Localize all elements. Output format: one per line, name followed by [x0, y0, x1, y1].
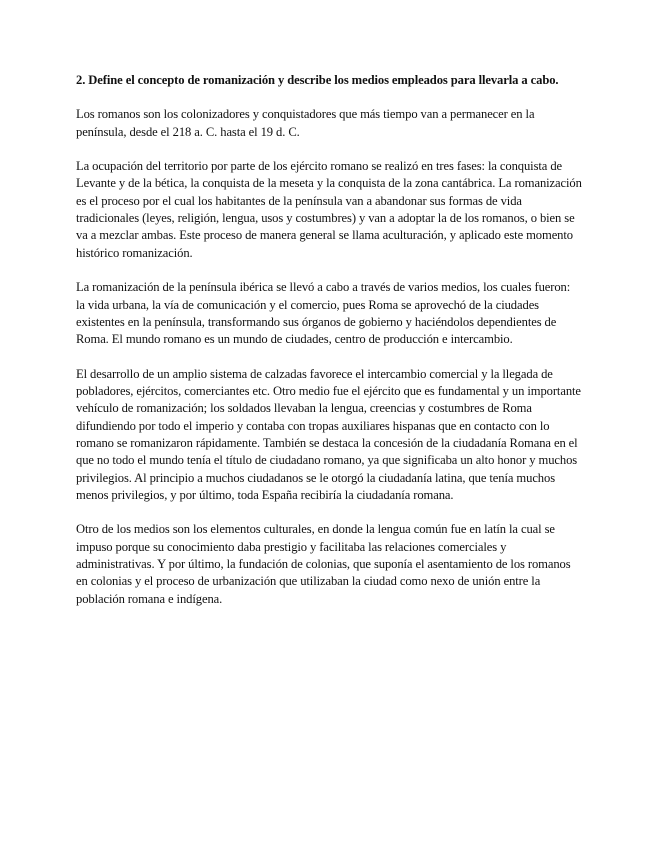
document-body — [76, 72, 582, 625]
paragraph-occupation: La ocupación del territorio por parte de los ejército romano se realizó en tres fases: la conquista de Levante y de la bética, la conquista de la meseta y la conquista de la zona cantábrica. La romanización es el proceso por el cual los habitantes de la península van a abandonar sus formas de vida tradicionales (leyes, religión, lengua, usos y costumbres) y van a adoptar la de los romanos, o bien se va a mezclar ambas. Este proceso de manera general se llama aculturación, y aplicado este momento histórico romanización. — [76, 159, 582, 260]
paragraph-roads-army: El desarrollo de un amplio sistema de calzadas favorece el intercambio comercial y la llegada de pobladores, ejércitos, comerciantes etc. Otro medio fue el ejército que es fundamental y un importante vehículo de romanización; los soldados llevaban la lengua, creencias y costumbres de Roma difundiendo por todo el imperio y contaba con tropas auxiliares hispanas que en contacto con lo romano se romanizaron rápidamente. También se destaca la concesión de la ciudadanía Romana en el que no todo el mundo tenía el título de ciudadano romano, ya que significaba un alto honor y muchos privilegios. Al principio a muchos ciudadanos se le otorgó la ciudadanía latina, que tenía muchos menos privilegios, y por último, toda España recibiría la ciudadanía romana. — [76, 366, 581, 502]
question-heading: 2. Define el concepto de romanización y describe los medios empleados para llevarla a cabo. — [76, 73, 559, 87]
paragraph-culture: Otro de los medios son los elementos culturales, en donde la lengua común fue en latín la cual se impuso porque su conocimiento daba prestigio y facilitaba las relaciones comerciales y administrativas. Y por último, la fundación de colonias, que suponía el asentamiento de los romanos en colonias y el proceso de urbanización que utilizaban la ciudad como nexo de unión entre la población romana e indígena. — [76, 522, 571, 606]
paragraph-intro: Los romanos son los colonizadores y conquistadores que más tiempo van a permanecer en la península, desde el 218 a. C. hasta el 19 d. C. — [76, 107, 535, 139]
paragraph-means: La romanización de la península ibérica se llevó a cabo a través de varios medios, los cuales fueron: la vida urbana, la vía de comunicación y el comercio, pues Roma se aprovechó de la ciudades existentes en la península, transformando sus órganos de gobierno y haciéndolos dependientes de Roma. El mundo romano es un mundo de ciudades, centro de producción e intercambio. — [76, 280, 571, 347]
